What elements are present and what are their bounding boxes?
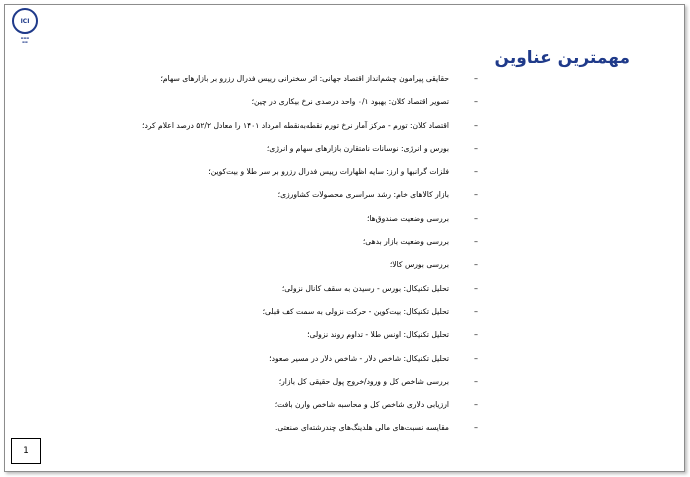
bullet-dash: – [474,74,478,83]
toc-item-text: بررسی شاخص کل و ورود/خروج پول حقیقی کل بازار؛ [278,376,449,386]
toc-item [58,67,478,90]
bullet-dash: – [474,120,478,130]
toc-item [58,416,478,439]
bullet-dash: – [474,190,478,200]
toc-item-text: بازار کالاهای خام: رشد سراسری محصولات کشاورزی؛ [277,190,449,200]
toc-item-text: بورس و انرژی: نوسانات نامتقارن بازارهای سهام و انرژی؛ [266,143,449,153]
bullet-dash: – [474,167,478,177]
toc-item [58,90,478,113]
toc-item-text: تحلیل تکنیکال: اونس طلا - تداوم روند نزولی؛ [307,330,449,340]
toc-item [58,253,478,276]
bullet-dash: – [474,97,478,107]
toc-item [58,207,478,230]
bullet-dash: – [474,400,478,410]
bullet-dash: – [474,283,478,293]
toc-item [58,370,478,393]
bullet-dash: – [474,213,478,223]
bullet-dash: – [474,143,478,153]
toc-item [58,137,478,160]
toc-item-text: ارزیابی دلاری شاخص کل و محاسبه شاخص وارن بافت؛ [274,400,449,410]
page-number: 1 [11,438,41,464]
toc-item [58,230,478,253]
bullet-dash: – [474,353,478,363]
toc-item [58,323,478,346]
toc-item [58,277,478,300]
bullet-dash: – [474,376,478,386]
bullet-dash: – [474,260,478,270]
toc-item [58,160,478,183]
toc-item-text: تحلیل تکنیکال: شاخص دلار - شاخص دلار در مسیر صعود؛ [269,353,449,363]
toc-item-text: بررسی بورس کالا؛ [389,260,449,270]
toc-item-text: تحلیل تکنیکال: بیت‌کوین - حرکت نزولی به سمت کف قبلی؛ [262,306,449,316]
logo-seal-icon: ICI [12,8,38,34]
page-title: مهمترین عناوین [494,48,630,68]
bullet-dash: – [474,423,478,433]
bullet-dash: – [474,237,478,247]
logo-caption-icon: ▬▬▬ ▬▬ [20,36,30,44]
organization-logo [10,8,40,52]
bullet-dash: – [474,306,478,316]
toc-item-text: بررسی وضعیت صندوق‌ها؛ [366,213,449,223]
toc-list [58,67,478,440]
toc-item-text: تحلیل تکنیکال: بورس - رسیدن به سقف کانال نزولی؛ [281,283,449,293]
toc-item-text: مقایسه نسبت‌های مالی هلدینگ‌های چندرشته‌ای صنعتی. [275,423,449,433]
toc-item [58,300,478,323]
toc-item [58,393,478,416]
toc-item [58,114,478,137]
toc-item-text: اقتصاد کلان: تورم - مرکز آمار نرخ تورم نقطه‌به‌نقطه امرداد ۱۴۰۱ را معادل ۵۲/۲ درصد اعلام کرد؛ [142,120,449,130]
toc-item-text: فلزات گرانبها و ارز: سایه اظهارات رییس فدرال رزرو بر سر طلا و بیت‌کوین؛ [208,167,449,177]
toc-item-text: حقایقی پیرامون چشم‌انداز اقتصاد جهانی: اثر سخنرانی رییس فدرال رزرو بر بازارهای سهام؛ [160,74,449,83]
toc-item [58,347,478,370]
toc-item-text: بررسی وضعیت بازار بدهی؛ [362,237,449,247]
toc-item [58,183,478,206]
bullet-dash: – [474,330,478,340]
toc-item-text: تصویر اقتصاد کلان: بهبود ۰/۱ واحد درصدی نرخ بیکاری در چین؛ [251,97,449,107]
